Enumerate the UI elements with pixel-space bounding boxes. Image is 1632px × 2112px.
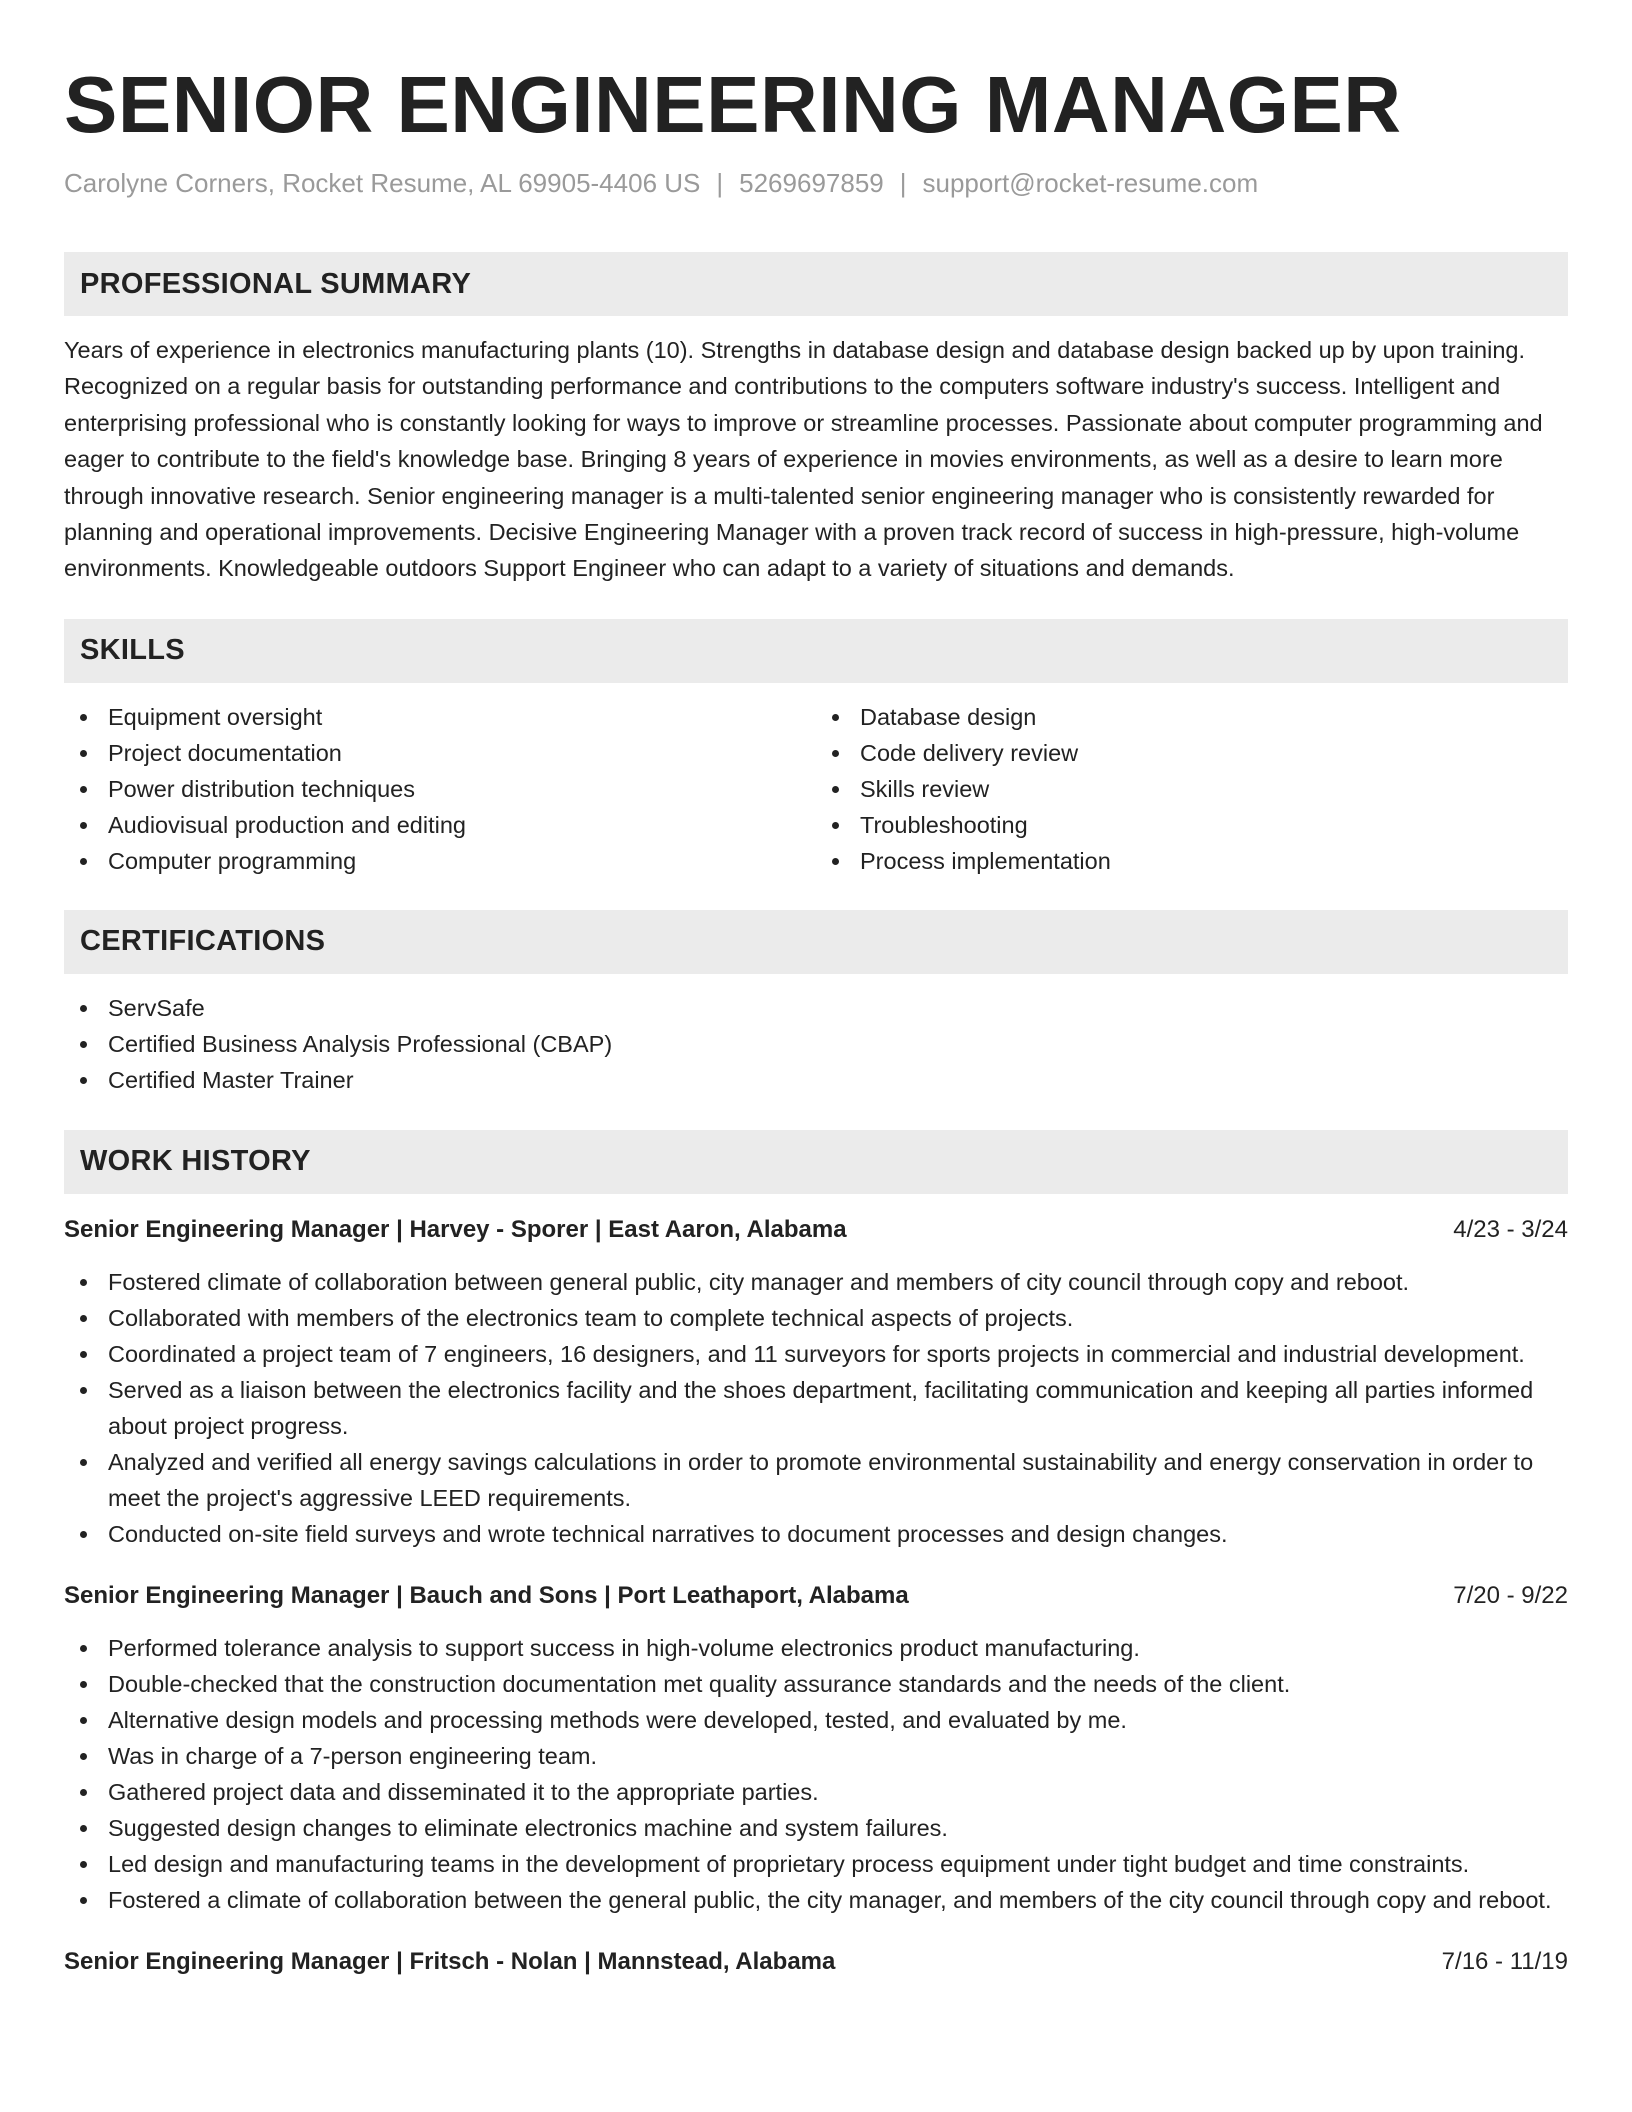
section-heading-work-history: WORK HISTORY [64,1130,1568,1194]
certification-item: Certified Master Trainer [108,1062,1568,1098]
certification-item: Certified Business Analysis Professional (CBAP) [108,1026,1568,1062]
job-dates: 4/23 - 3/24 [1453,1215,1568,1243]
skill-item: Troubleshooting [860,807,1568,843]
job-bullet: Was in charge of a 7-person engineering team. [108,1738,1568,1774]
job-bullets [64,1630,1568,1918]
skill-item: Process implementation [860,843,1568,879]
job-bullet: Fostered a climate of collaboration between the general public, the city manager, and members of the city council through copy and reboot. [108,1882,1568,1918]
job-bullet: Led design and manufacturing teams in the development of proprietary process equipment under tight budget and time constraints. [108,1846,1568,1882]
certifications-list [64,990,1568,1098]
skill-item: Database design [860,699,1568,735]
job-title: Senior Engineering Manager | Fritsch - Nolan | Mannstead, Alabama [64,1947,836,1975]
job-dates: 7/20 - 9/22 [1453,1581,1568,1609]
phone: 5269697859 [739,168,884,198]
job-bullet: Conducted on-site field surveys and wrote technical narratives to document processes and design changes. [108,1516,1568,1552]
job-bullet: Alternative design models and processing methods were developed, tested, and evaluated by me. [108,1702,1568,1738]
job-title: Senior Engineering Manager | Bauch and Sons | Port Leathaport, Alabama [64,1581,909,1609]
job-bullet: Collaborated with members of the electronics team to complete technical aspects of projects. [108,1300,1568,1336]
skill-item: Audiovisual production and editing [108,807,816,843]
skill-item: Computer programming [108,843,816,879]
skill-item: Project documentation [108,735,816,771]
job-bullet: Coordinated a project team of 7 engineers, 16 designers, and 11 surveyors for sports projects in commercial and industrial development. [108,1336,1568,1372]
skill-item: Code delivery review [860,735,1568,771]
job-bullet: Gathered project data and disseminated it to the appropriate parties. [108,1774,1568,1810]
skill-item: Power distribution techniques [108,771,816,807]
skill-item: Skills review [860,771,1568,807]
job-header [64,1944,1568,1980]
job-bullet: Analyzed and verified all energy savings calculations in order to promote environmental sustainability and energy conservation in order to meet the project's aggressive LEED requirements. [108,1444,1568,1516]
job-title: Senior Engineering Manager | Harvey - Sporer | East Aaron, Alabama [64,1215,847,1243]
section-heading-summary: PROFESSIONAL SUMMARY [64,252,1568,316]
job-entry [64,1578,1568,1918]
job-bullets [64,1264,1568,1552]
skills-list [64,699,816,879]
job-header [64,1212,1568,1248]
candidate-title: SENIOR ENGINEERING MANAGER [64,60,1402,149]
email-link[interactable]: support@rocket-resume.com [922,168,1259,198]
job-bullet: Served as a liaison between the electronics facility and the shoes department, facilitating communication and keeping all parties informed about project progress. [108,1372,1568,1444]
skills-list [816,699,1568,879]
address: Carolyne Corners, Rocket Resume, AL 69905-4406 US [64,168,701,198]
skills-column-right [816,699,1568,879]
separator: | [899,168,907,198]
job-entry [64,1212,1568,1552]
job-dates: 7/16 - 11/19 [1441,1947,1568,1975]
job-bullet: Performed tolerance analysis to support success in high-volume electronics product manufacturing. [108,1630,1568,1666]
certification-item: ServSafe [108,990,1568,1026]
section-heading-certifications: CERTIFICATIONS [64,910,1568,974]
job-header [64,1578,1568,1614]
contact-line [64,165,1568,201]
skill-item: Equipment oversight [108,699,816,735]
job-bullet: Double-checked that the construction documentation met quality assurance standards and the needs of the client. [108,1666,1568,1702]
job-bullet: Fostered climate of collaboration between general public, city manager and members of city council through copy and reboot. [108,1264,1568,1300]
job-entry [64,1944,1568,1980]
skills-columns [64,699,1568,879]
skills-column-left [64,699,816,879]
job-bullet: Suggested design changes to eliminate electronics machine and system failures. [108,1810,1568,1846]
summary-text: Years of experience in electronics manufacturing plants (10). Strengths in database design and database design backed up by upon training. Recognized on a regular basis for outstanding performance and contributions to the computers software industry's success. Intelligent and enterprising professional who is constantly looking for ways to improve or streamline processes. Passionate about computer programming and eager to contribute to the field's knowledge base. Bringing 8 years of experience in movies environments, as well as a desire to learn more through innovative research. Senior engineering manager is a multi-talented senior engineering manager who is consistently rewarded for planning and operational improvements. Decisive Engineering Manager with a proven track record of success in high-pressure, high-volume environments. Knowledgeable outdoors Support Engineer who can adapt to a variety of situations and demands. [64,337,1543,582]
separator: | [716,168,724,198]
section-heading-skills: SKILLS [64,619,1568,683]
